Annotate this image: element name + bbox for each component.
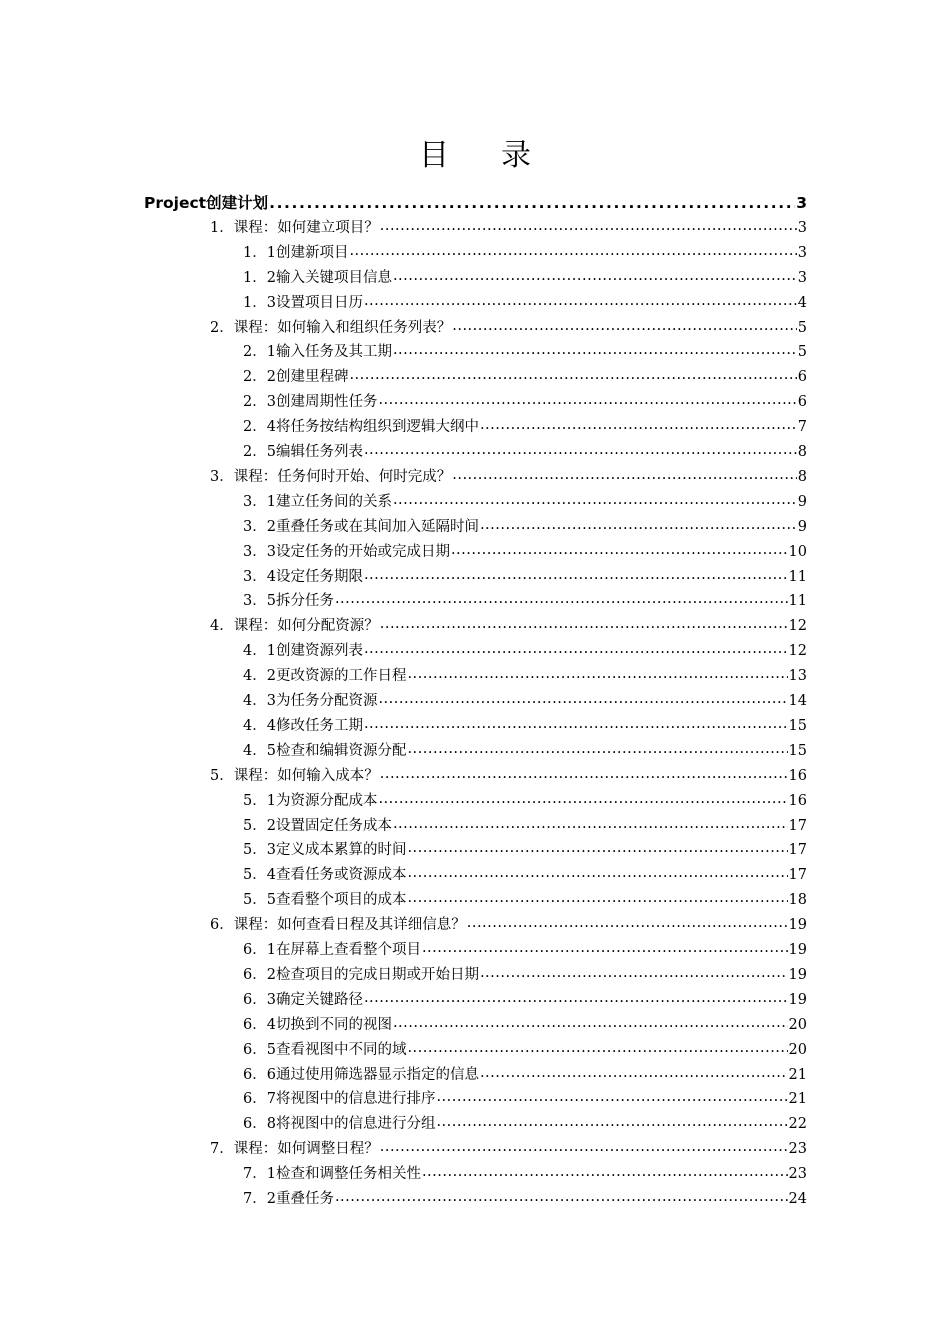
toc-entry-page: 5 <box>797 344 807 361</box>
toc-dot-leader <box>452 467 797 481</box>
toc-entry[interactable] <box>243 965 807 985</box>
toc-entry-text: 2．课程：如何输入和组织任务列表？ <box>210 319 452 336</box>
toc-entry[interactable] <box>243 492 807 512</box>
toc-entry-text: 2．5编辑任务列表 <box>243 444 363 460</box>
toc-entry-text: 6．课程：如何查看日程及其详细信息？ <box>210 917 466 934</box>
toc-dot-leader <box>380 1139 788 1153</box>
toc-entry[interactable] <box>210 915 807 935</box>
toc-entry-page: 15 <box>788 717 807 734</box>
toc-title-char-1: 目 <box>419 138 449 173</box>
toc-entry[interactable] <box>243 268 807 288</box>
toc-entry-text: 2．3创建周期性任务 <box>243 394 378 411</box>
toc-dot-leader <box>467 915 788 929</box>
toc-entry-text: 6．6通过使用筛选器显示指定的信息 <box>243 1066 479 1083</box>
toc-entry-page: 3 <box>797 244 807 261</box>
toc-dot-leader <box>269 194 795 208</box>
toc-entry-text: 1．2输入关键项目信息 <box>243 269 392 286</box>
toc-entry-text: 4．1创建资源列表 <box>243 643 363 660</box>
toc-entry[interactable] <box>144 193 807 213</box>
toc-entry-page: 18 <box>788 892 807 909</box>
toc-entry[interactable] <box>243 591 807 611</box>
toc-entry-page: 17 <box>788 867 807 884</box>
toc-entry-text: 6．1在屏幕上查看整个项目 <box>243 942 421 958</box>
toc-entry-page: 16 <box>788 792 807 809</box>
toc-dot-leader <box>480 965 788 979</box>
toc-entry-page: 16 <box>788 767 807 784</box>
toc-entry-page: 8 <box>797 468 807 485</box>
toc-entry-text: 5．课程：如何输入成本？ <box>210 767 379 784</box>
toc-entry[interactable] <box>243 1040 807 1060</box>
toc-dot-leader <box>436 1114 787 1128</box>
toc-entry-text: 3．4设定任务期限 <box>243 568 363 585</box>
toc-entry-text: 2．2创建里程碑 <box>243 369 349 386</box>
toc-entry-page: 23 <box>788 1141 807 1158</box>
toc-dot-leader <box>436 1089 787 1103</box>
toc-dot-leader <box>451 542 788 556</box>
toc-entry[interactable] <box>243 666 807 686</box>
toc-entry-text: 3．2重叠任务或在其间加入延隔时间 <box>243 518 479 535</box>
toc-entry-page: 3 <box>797 269 807 286</box>
toc-entry[interactable] <box>243 641 807 661</box>
toc-entry-page: 8 <box>797 444 807 460</box>
toc-entry-text: 4．2更改资源的工作日程 <box>243 668 407 685</box>
toc-dot-leader <box>349 367 796 381</box>
toc-entry-page: 6 <box>797 394 807 411</box>
toc-entry-text: 6．7将视图中的信息进行排序 <box>243 1091 436 1108</box>
toc-entry-page: 14 <box>788 693 807 709</box>
toc-entry-text: 7．2重叠任务 <box>243 1191 334 1207</box>
toc-entry-page: 6 <box>797 369 807 386</box>
toc-entry-text: 5．3定义成本累算的时间 <box>243 842 407 859</box>
toc-dot-leader <box>378 691 787 705</box>
toc-entry-page: 21 <box>788 1091 807 1108</box>
toc-entry-text: 4．3为任务分配资源 <box>243 693 378 709</box>
toc-title-char-2: 录 <box>501 138 531 173</box>
toc-entry[interactable] <box>243 691 807 711</box>
toc-entry-text: 7．1检查和调整任务相关性 <box>243 1166 421 1183</box>
toc-entry[interactable] <box>243 741 807 761</box>
toc-dot-leader <box>364 293 797 307</box>
toc-entry-page: 7 <box>797 419 807 436</box>
toc-dot-leader <box>364 641 788 655</box>
toc-entry-text: 5．1为资源分配成本 <box>243 792 378 809</box>
toc-entry[interactable] <box>210 318 807 338</box>
toc-entry-text: 1．3设置项目日历 <box>243 294 363 311</box>
toc-entry-text: 4．4修改任务工期 <box>243 717 363 734</box>
toc-entry-page: 5 <box>797 319 807 336</box>
toc-entry[interactable] <box>243 890 807 910</box>
toc-dot-leader <box>480 417 797 431</box>
toc-entry[interactable] <box>243 293 807 313</box>
toc-dot-leader <box>378 392 796 406</box>
toc-entry[interactable] <box>243 816 807 836</box>
toc-entry-page: 19 <box>788 942 807 958</box>
toc-entry[interactable] <box>243 1065 807 1085</box>
toc-entry-text: 5．5查看整个项目的成本 <box>243 892 407 909</box>
toc-entry[interactable] <box>243 1015 807 1035</box>
toc-entry-page: 13 <box>788 668 807 685</box>
toc-entry-text: 2．1输入任务及其工期 <box>243 344 392 361</box>
toc-dot-leader <box>422 1164 788 1178</box>
toc-entry-page: 4 <box>797 294 807 311</box>
toc-entry[interactable] <box>210 467 807 487</box>
toc-entry-page: 19 <box>788 991 807 1008</box>
toc-entry[interactable] <box>210 218 807 238</box>
toc-entry-page: 19 <box>788 966 807 983</box>
toc-entry-text: 4．课程：如何分配资源？ <box>210 618 379 635</box>
toc-entry-text: 1．课程：如何建立项目？ <box>210 219 379 236</box>
toc-entry-page: 24 <box>788 1191 807 1207</box>
toc-entry-page: 3 <box>796 194 807 212</box>
toc-entry-page: 21 <box>788 1066 807 1083</box>
toc-dot-leader <box>335 1189 788 1203</box>
toc-entry-page: 17 <box>788 817 807 834</box>
toc-entry-text: 1．1创建新项目 <box>243 244 349 261</box>
toc-entry-page: 9 <box>797 518 807 535</box>
toc-entry[interactable] <box>210 1139 807 1159</box>
toc-entry-text: 6．8将视图中的信息进行分组 <box>243 1116 436 1133</box>
toc-entry[interactable] <box>243 1089 807 1109</box>
toc-dot-leader <box>393 816 788 830</box>
toc-entry-page: 17 <box>788 842 807 859</box>
toc-entry[interactable] <box>243 342 807 362</box>
toc-dot-leader <box>407 865 787 879</box>
toc-entry-page: 12 <box>788 643 807 660</box>
toc-dot-leader <box>393 1015 788 1029</box>
toc-dot-leader <box>378 791 787 805</box>
toc-entry[interactable] <box>243 243 807 263</box>
toc-dot-leader <box>407 840 787 854</box>
toc-dot-leader <box>407 890 787 904</box>
toc-entry-text: 5．4查看任务或资源成本 <box>243 867 407 884</box>
toc-entry-text: 3．1建立任务间的关系 <box>243 493 392 510</box>
toc-entry-page: 22 <box>788 1116 807 1133</box>
toc-entry-page: 19 <box>788 917 807 934</box>
toc-entry[interactable] <box>243 567 807 587</box>
toc-dot-leader <box>393 492 797 506</box>
toc-dot-leader <box>380 218 797 232</box>
toc-entry[interactable] <box>243 940 807 960</box>
toc-dot-leader <box>349 243 796 257</box>
toc-dot-leader <box>364 990 788 1004</box>
toc-entry[interactable] <box>243 367 807 387</box>
toc-entry[interactable] <box>243 716 807 736</box>
toc-entry[interactable] <box>243 865 807 885</box>
toc-entry-page: 3 <box>797 219 807 236</box>
toc-entry[interactable] <box>243 417 807 437</box>
toc-entry-text: 3．课程：任务何时开始、何时完成？ <box>210 468 452 485</box>
toc-entry-text: 6．2检查项目的完成日期或开始日期 <box>243 966 479 983</box>
toc-entry-page: 12 <box>788 618 807 635</box>
toc-entry-text: Project创建计划 <box>144 194 269 212</box>
toc-dot-leader <box>407 666 787 680</box>
toc-entry-page: 11 <box>788 568 807 585</box>
toc-dot-leader <box>407 1040 787 1054</box>
toc-entry[interactable] <box>243 442 807 462</box>
toc-entry[interactable] <box>243 791 807 811</box>
toc-entry[interactable] <box>243 542 807 562</box>
toc-entry-page: 10 <box>788 543 807 560</box>
toc-dot-leader <box>364 716 788 730</box>
toc-dot-leader <box>452 318 797 332</box>
toc-entry-page: 15 <box>788 742 807 759</box>
toc-dot-leader <box>335 591 788 605</box>
toc-entry[interactable] <box>243 392 807 412</box>
toc-entry-page: 20 <box>788 1016 807 1033</box>
toc-dot-leader <box>364 442 797 456</box>
toc-entry-text: 2．4将任务按结构组织到逻辑大纲中 <box>243 419 479 436</box>
toc-entry[interactable] <box>243 1189 807 1209</box>
toc-entry[interactable] <box>210 766 807 786</box>
toc-entry-text: 5．2设置固定任务成本 <box>243 817 392 834</box>
toc-entry[interactable] <box>243 1164 807 1184</box>
toc-entry-text: 3．5拆分任务 <box>243 593 334 610</box>
toc-dot-leader <box>380 616 788 630</box>
toc-dot-leader <box>480 517 797 531</box>
toc-entry[interactable] <box>243 1114 807 1134</box>
toc-entry[interactable] <box>243 517 807 537</box>
toc-dot-leader <box>393 268 797 282</box>
toc-entry-text: 6．5查看视图中不同的域 <box>243 1041 407 1058</box>
toc-entry[interactable] <box>210 616 807 636</box>
toc-entry-text: 6．4切换到不同的视图 <box>243 1016 392 1033</box>
toc-entry-text: 6．3确定关键路径 <box>243 991 363 1008</box>
toc-entry-text: 3．3设定任务的开始或完成日期 <box>243 543 450 560</box>
toc-entry[interactable] <box>243 990 807 1010</box>
toc-entry-page: 11 <box>788 593 807 610</box>
toc-entry-page: 9 <box>797 493 807 510</box>
toc-dot-leader <box>380 766 788 780</box>
toc-title <box>0 130 950 174</box>
toc-entry-page: 23 <box>788 1166 807 1183</box>
toc-entry-text: 7．课程：如何调整日程？ <box>210 1141 379 1158</box>
toc-dot-leader <box>407 741 787 755</box>
toc-dot-leader <box>393 342 797 356</box>
toc-dot-leader <box>480 1065 788 1079</box>
toc-entry-page: 20 <box>788 1041 807 1058</box>
toc-entry[interactable] <box>243 840 807 860</box>
toc-dot-leader <box>422 940 788 954</box>
toc-dot-leader <box>364 567 788 581</box>
toc-entry-text: 4．5检查和编辑资源分配 <box>243 742 407 759</box>
